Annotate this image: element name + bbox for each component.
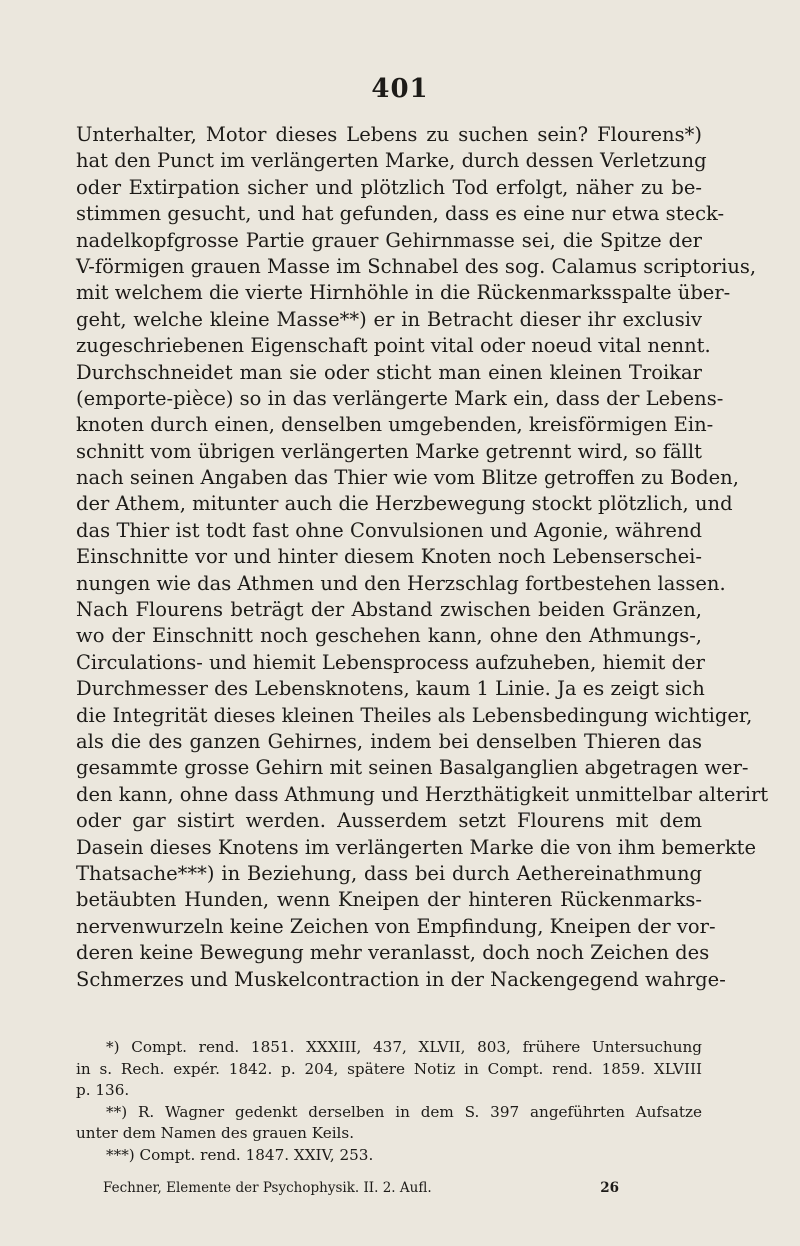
body-line: Schmerzes und Muskelcontraction in der Nackengegend wahrge- xyxy=(76,967,726,991)
body-line: nach seinen Angaben das Thier wie vom Blitze getroffen zu Boden, xyxy=(76,466,739,490)
body-line: das Thier ist todt fast ohne Convulsionen und Agonie, während xyxy=(76,518,702,542)
body-line: geht, welche kleine Masse**) er in Betracht dieser ihr exclusiv xyxy=(76,307,702,331)
body-line: Durchschneidet man sie oder sticht man einen kleinen Troikar xyxy=(76,360,702,384)
body-line: hat den Punct im verlängerten Marke, durch dessen Verletzung xyxy=(76,149,707,173)
footnote-line: unter dem Namen des grauen Keils. xyxy=(76,1124,355,1142)
body-line: Unterhalter, Motor dieses Lebens zu suchen sein? Flourens*) xyxy=(76,123,702,146)
body-line: knoten durch einen, denselben umgebenden, kreisförmigen Ein- xyxy=(76,413,714,437)
body-line: zugeschriebenen Eigenschaft point vital oder noeud vital nennt. xyxy=(76,334,711,358)
footnote-line: *) Compt. rend. 1851. XXXIII, 437, XLVII, 803, frühere Untersuchung xyxy=(106,1038,702,1056)
signature-number: 26 xyxy=(600,1180,619,1196)
body-line: (emporte-pièce) so in das verlängerte Mark ein, dass der Lebens- xyxy=(76,386,724,410)
body-line: gesammte grosse Gehirn mit seinen Basalganglien abgetragen wer- xyxy=(76,756,749,780)
body-text xyxy=(76,122,769,993)
body-line: stimmen gesucht, und hat gefunden, dass es eine nur etwa steck- xyxy=(76,202,725,226)
body-line: als die des ganzen Gehirnes, indem bei denselben Thieren das xyxy=(76,729,702,753)
body-line: Einschnitte vor und hinter diesem Knoten noch Lebenserschei- xyxy=(76,545,702,569)
body-line: nervenwurzeln keine Zeichen von Empfindung, Kneipen der vor- xyxy=(76,914,716,938)
body-line: deren keine Bewegung mehr veranlasst, doch noch Zeichen des xyxy=(76,941,710,965)
footnote-line: **) R. Wagner gedenkt derselben in dem S. 397 angeführten Aufsatze xyxy=(106,1102,702,1121)
page-number: 401 xyxy=(371,74,429,104)
body-line: oder gar sistirt werden. Ausserdem setzt Flourens mit dem xyxy=(76,809,702,833)
body-line: Dasein dieses Knotens im verlängerten Marke die von ihm bemerkte xyxy=(76,835,757,859)
body-line: nungen wie das Athmen und den Herzschlag fortbestehen lassen. xyxy=(76,571,726,595)
body-line: Circulations- und hiemit Lebensprocess aufzuheben, hiemit der xyxy=(76,650,705,674)
body-line: Durchmesser des Lebensknotens, kaum 1 Linie. Ja es zeigt sich xyxy=(76,677,705,701)
body-line: oder Extirpation sicher und plötzlich Tod erfolgt, näher zu be- xyxy=(76,175,702,199)
footnotes xyxy=(76,1037,702,1166)
footnote-line: in s. Rech. expér. 1842. p. 204, spätere Notiz in Compt. rend. 1859. XLVIII xyxy=(76,1059,702,1078)
body-line: der Athem, mitunter auch die Herzbewegung stockt plötzlich, und xyxy=(76,492,733,516)
body-line: Nach Flourens beträgt der Abstand zwischen beiden Gränzen, xyxy=(76,598,702,622)
body-line: Thatsache***) in Beziehung, dass bei durch Aethereinathmung xyxy=(76,861,702,885)
body-line: mit welchem die vierte Hirnhöhle in die Rückenmarksspalte über- xyxy=(76,281,731,305)
body-line: V-förmigen grauen Masse im Schnabel des sog. Calamus scriptorius, xyxy=(76,254,757,278)
body-line: schnitt vom übrigen verlängerten Marke getrennt wird, so fällt xyxy=(76,439,702,463)
footnote-line: ***) Compt. rend. 1847. XXIV, 253. xyxy=(106,1145,374,1164)
body-line: die Integrität dieses kleinen Theiles als Lebensbedingung wichtiger, xyxy=(76,703,753,727)
signature-text: Fechner, Elemente der Psychophysik. II. 2. Aufl. xyxy=(103,1180,432,1196)
body-line: den kann, ohne dass Athmung und Herzthätigkeit unmittelbar alterirt xyxy=(76,782,769,806)
body-line: wo der Einschnitt noch geschehen kann, ohne den Athmungs-, xyxy=(76,624,702,648)
footnote-line: p. 136. xyxy=(76,1081,130,1099)
body-line: betäubten Hunden, wenn Kneipen der hinteren Rückenmarks- xyxy=(76,888,702,912)
body-line: nadelkopfgrosse Partie grauer Gehirnmasse sei, die Spitze der xyxy=(76,228,702,252)
